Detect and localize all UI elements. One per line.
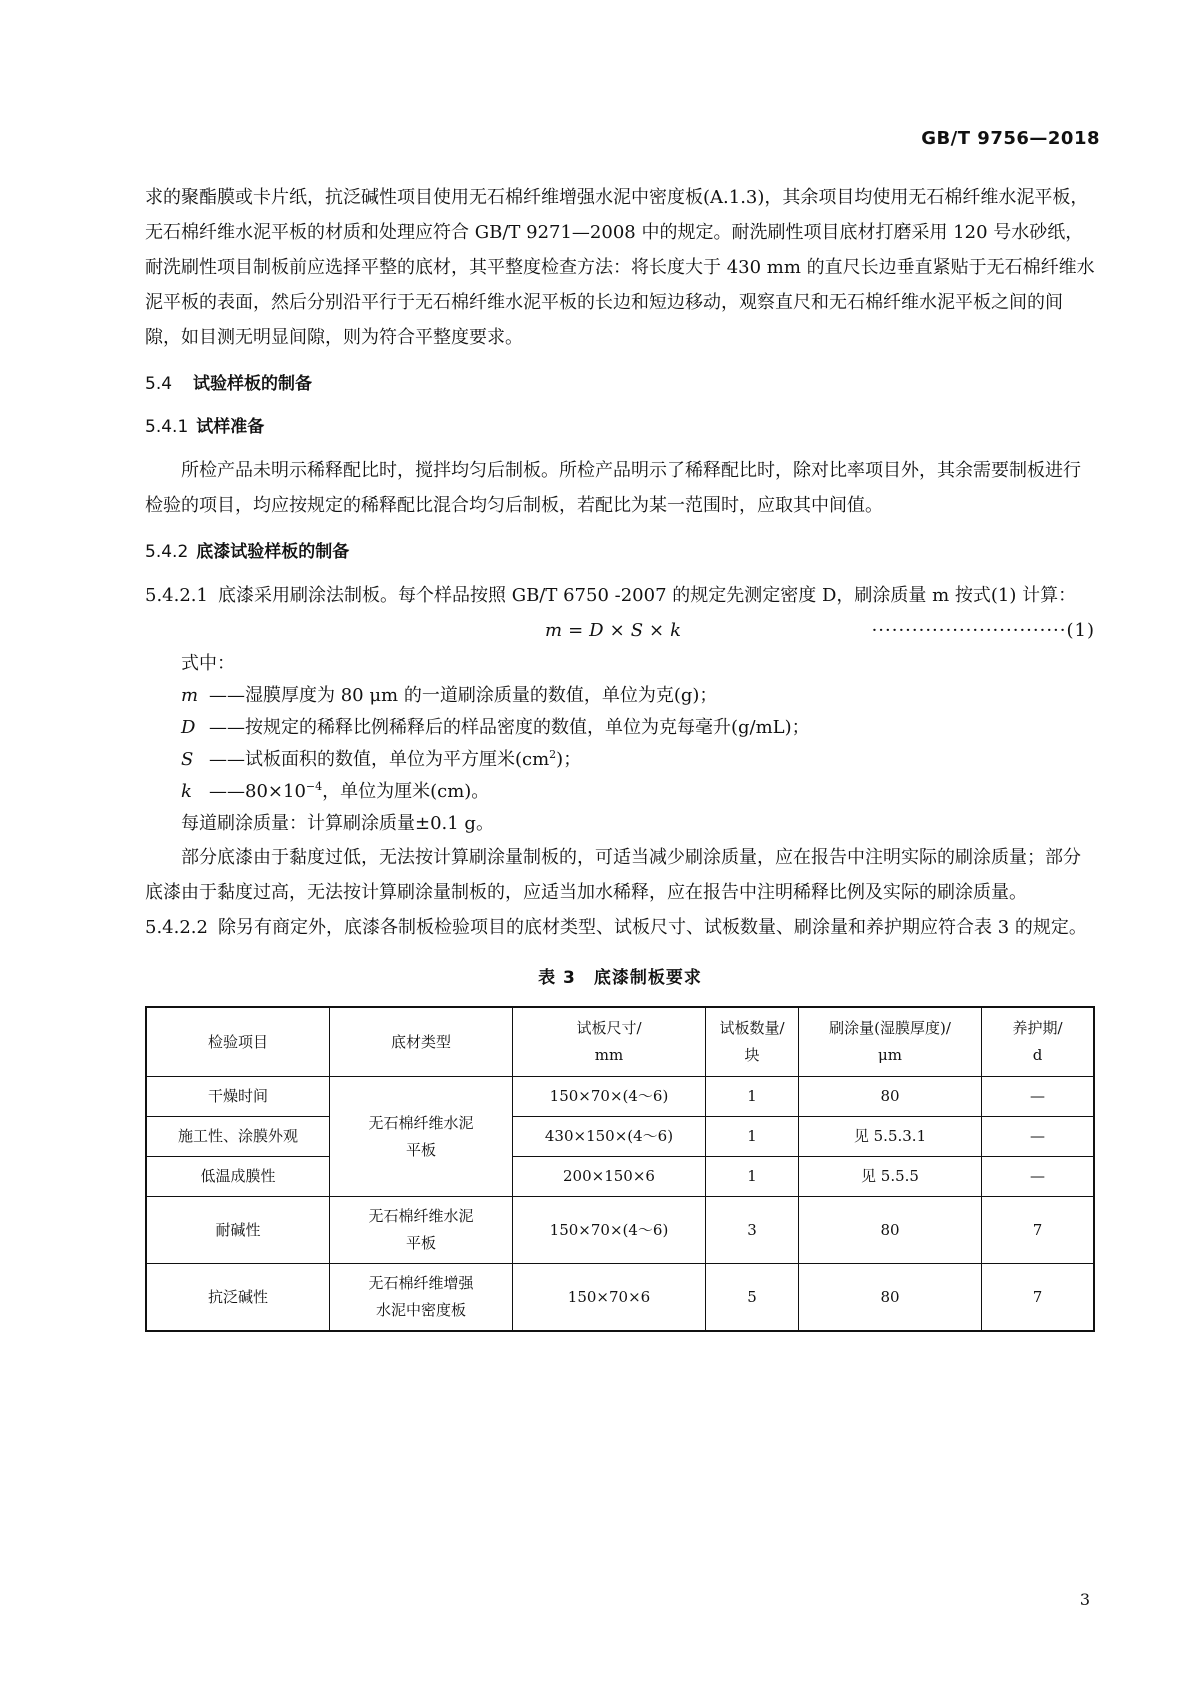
cell-cure: — bbox=[982, 1077, 1095, 1117]
definition-k bbox=[145, 776, 1095, 808]
cell-item: 耐碱性 bbox=[146, 1197, 330, 1264]
substrate-line: 无石棉纤维水泥 bbox=[368, 1113, 474, 1132]
table-header-row bbox=[146, 1007, 1094, 1077]
cell-cure: — bbox=[982, 1157, 1095, 1197]
cell-amount: 80 bbox=[799, 1077, 982, 1117]
definition-text: ——湿膜厚度为 80 μm 的一道刷涂质量的数值，单位为克(g)； bbox=[209, 685, 718, 706]
cell-amount: 见 5.5.5 bbox=[799, 1157, 982, 1197]
section-title: 底漆试验样板的制备 bbox=[196, 542, 350, 562]
table-row bbox=[146, 1197, 1094, 1264]
cell-size: 150×70×(4～6) bbox=[513, 1077, 706, 1117]
definition-text: ——按规定的稀释比例稀释后的样品密度的数值，单位为克每毫升(g/mL)； bbox=[209, 717, 810, 738]
cell-quantity: 1 bbox=[706, 1157, 799, 1197]
cell-amount: 见 5.5.3.1 bbox=[799, 1117, 982, 1157]
definition-d bbox=[145, 712, 1095, 744]
where-label: 式中： bbox=[181, 653, 235, 674]
header-text: 底材类型 bbox=[390, 1032, 451, 1051]
cell-quantity: 1 bbox=[706, 1077, 799, 1117]
definition-text: ——80×10 bbox=[209, 781, 306, 802]
definition-text-end: )； bbox=[556, 749, 582, 770]
definition-text-end: ，单位为厘米(cm)。 bbox=[322, 781, 490, 802]
substrate-line: 水泥中密度板 bbox=[375, 1301, 466, 1319]
cell-cure: 7 bbox=[982, 1197, 1095, 1264]
clause-number: 5.4.2.2 bbox=[145, 917, 208, 938]
formula-expression bbox=[545, 613, 681, 648]
clause-number: 5.4.2.1 bbox=[145, 585, 208, 606]
cell-size: 200×150×6 bbox=[513, 1157, 706, 1197]
header-amount bbox=[799, 1007, 982, 1077]
header-unit: d bbox=[1032, 1046, 1043, 1064]
definition-s bbox=[145, 744, 1095, 776]
table-row bbox=[146, 1117, 1094, 1157]
cell-amount: 80 bbox=[799, 1264, 982, 1332]
cell-item: 施工性、涂膜外观 bbox=[146, 1117, 330, 1157]
clause-5-4-2-1 bbox=[145, 578, 1095, 613]
definition-symbol: m bbox=[181, 685, 199, 706]
definition-symbol: k bbox=[181, 781, 192, 802]
section-title: 试样准备 bbox=[196, 417, 265, 437]
superscript: 2 bbox=[549, 748, 557, 761]
header-text: 检验项目 bbox=[207, 1032, 268, 1051]
header-unit: μm bbox=[878, 1046, 902, 1064]
substrate-line: 无石棉纤维增强 bbox=[368, 1274, 474, 1292]
document-body bbox=[145, 180, 1095, 1332]
cell-amount: 80 bbox=[799, 1197, 982, 1264]
definition-symbol: D bbox=[181, 717, 196, 738]
cell-size: 430×150×(4～6) bbox=[513, 1117, 706, 1157]
section-number: 5.4 bbox=[145, 374, 173, 394]
formula-times: × bbox=[609, 620, 625, 641]
substrate-line: 平板 bbox=[405, 1140, 436, 1159]
cell-quantity: 5 bbox=[706, 1264, 799, 1332]
cell-quantity: 3 bbox=[706, 1197, 799, 1264]
formula-1 bbox=[145, 613, 1095, 648]
section-title: 试验样板的制备 bbox=[193, 374, 312, 394]
header-cure bbox=[982, 1007, 1095, 1077]
header-text: 试板数量/ bbox=[719, 1019, 785, 1037]
section-5-4-1-heading bbox=[145, 410, 1095, 445]
intro-paragraph: 求的聚酯膜或卡片纸，抗泛碱性项目使用无石棉纤维增强水泥中密度板(A.1.3)，其余项目均使用无石棉纤维水泥平板，无石棉纤维水泥平板的材质和处理应符合 GB/T 9271—2008 中的规定。耐洗刷性项目底材打磨采用 120 号水砂纸，耐洗刷性项目制板前应选择平整的底材，其平整度检查方法：将长度大于 430 mm 的直尺长边垂直紧贴于无石棉纤维水泥平板的表面，然后分别沿平行于无石棉纤维水泥平板的长边和短边移动，观察直尺和无石棉纤维水泥平板之间的间隙，如目测无明显间隙，则为符合平整度要求。 bbox=[145, 187, 1095, 348]
table-title: 表 3 底漆制板要求 bbox=[538, 968, 702, 988]
definition-text: ——试板面积的数值，单位为平方厘米(cm bbox=[209, 749, 550, 770]
formula-symbol-s: S bbox=[630, 620, 644, 641]
cell-size: 150×70×(4～6) bbox=[513, 1197, 706, 1264]
cell-substrate bbox=[330, 1264, 513, 1332]
per-coat-mass: 每道刷涂质量：计算刷涂质量±0.1 g。 bbox=[181, 813, 494, 834]
table-row bbox=[146, 1077, 1094, 1117]
header-size bbox=[513, 1007, 706, 1077]
section-5-4-heading bbox=[145, 367, 1095, 402]
header-quantity bbox=[706, 1007, 799, 1077]
table-row bbox=[146, 1264, 1094, 1332]
header-item bbox=[146, 1007, 330, 1077]
cell-item: 抗泛碱性 bbox=[146, 1264, 330, 1332]
section-5-4-1-text: 所检产品未明示稀释配比时，搅拌均匀后制板。所检产品明示了稀释配比时，除对比率项目外，其余需要制板进行检验的项目，均应按规定的稀释配比混合均匀后制板，若配比为某一范围时，应取其中间值。 bbox=[145, 460, 1081, 516]
clause-5-4-2-2 bbox=[145, 910, 1095, 945]
section-number: 5.4.1 bbox=[145, 417, 189, 437]
formula-symbol-m: m bbox=[545, 620, 563, 641]
cell-substrate bbox=[330, 1077, 513, 1197]
primer-panel-table bbox=[145, 1006, 1095, 1332]
clause-text: 底漆采用刷涂法制板。每个样品按照 GB/T 6750 -2007 的规定先测定密度 D，刷涂质量 m 按式(1) 计算： bbox=[217, 585, 1077, 606]
header-text: 养护期/ bbox=[1012, 1019, 1063, 1037]
cell-item: 低温成膜性 bbox=[146, 1157, 330, 1197]
superscript: −4 bbox=[305, 780, 323, 793]
formula-symbol-d: D bbox=[589, 620, 604, 641]
page-number: 3 bbox=[1079, 1590, 1090, 1609]
clause-text: 除另有商定外，底漆各制板检验项目的底材类型、试板尺寸、试板数量、刷涂量和养护期应符合表 3 的规定。 bbox=[217, 917, 1087, 938]
viscosity-note: 部分底漆由于黏度过低，无法按计算刷涂量制板的，可适当减少刷涂质量，应在报告中注明实际的刷涂质量；部分底漆由于黏度过高，无法按计算刷涂量制板的，应适当加水稀释，应在报告中注明稀释比例及实际的刷涂质量。 bbox=[145, 847, 1081, 903]
header-substrate bbox=[330, 1007, 513, 1077]
formula-times: × bbox=[649, 620, 665, 641]
cell-cure: 7 bbox=[982, 1264, 1095, 1332]
header-text: 刷涂量(湿膜厚度)/ bbox=[829, 1019, 951, 1037]
cell-quantity: 1 bbox=[706, 1117, 799, 1157]
formula-symbol-k: k bbox=[670, 620, 682, 641]
standard-number: GB/T 9756—2018 bbox=[921, 128, 1100, 149]
substrate-line: 平板 bbox=[405, 1234, 436, 1252]
definition-m bbox=[145, 680, 1095, 712]
definition-symbol: S bbox=[181, 749, 194, 770]
header-text: 试板尺寸/ bbox=[576, 1019, 642, 1037]
cell-substrate bbox=[330, 1197, 513, 1264]
formula-equals: = bbox=[568, 620, 584, 641]
equation-number: ·····························(1) bbox=[871, 620, 1095, 641]
cell-item: 干燥时间 bbox=[146, 1077, 330, 1117]
section-5-4-2-heading bbox=[145, 535, 1095, 570]
header-unit: 块 bbox=[744, 1046, 760, 1064]
cell-size: 150×70×6 bbox=[513, 1264, 706, 1332]
substrate-line: 无石棉纤维水泥 bbox=[368, 1207, 474, 1225]
cell-cure: — bbox=[982, 1117, 1095, 1157]
table-row bbox=[146, 1157, 1094, 1197]
section-number: 5.4.2 bbox=[145, 542, 189, 562]
header-unit: mm bbox=[594, 1046, 624, 1064]
